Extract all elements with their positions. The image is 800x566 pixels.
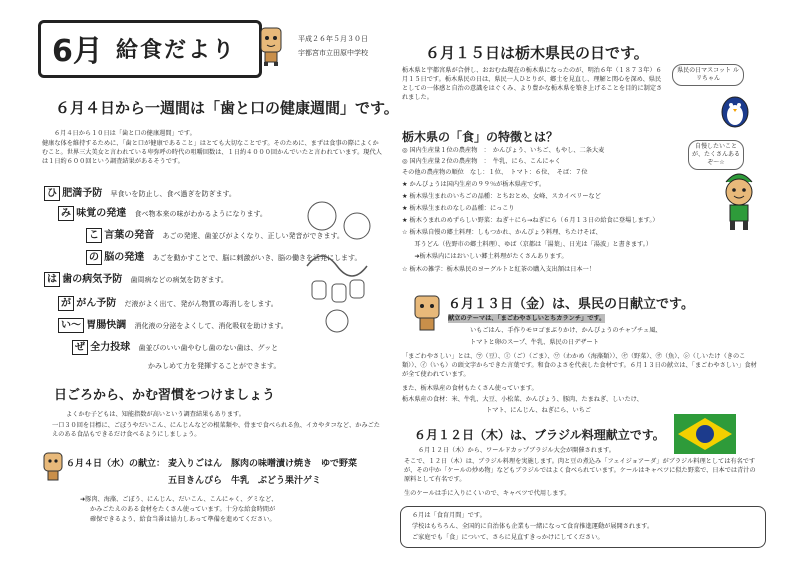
feature-line: ☆ 栃木の雑学：栃木県民のヨーグルトと紅茶の購入支出額は日本一！ — [402, 266, 595, 273]
habit-text-2: 一口３０回を目標に、ごぼうやだいこん、にんじんなどの根菜類や、骨まで食べられる魚、イカやタコなど、かみごたえのある食品もできるだけ食べるようにしましょう。 — [52, 422, 380, 438]
himiko-item: が がん予防 だ液がよく出て、発がん物質の毒消しをします。 — [58, 296, 278, 312]
issue-date: 平成２６年５月３０日 — [298, 35, 368, 43]
mago-text-3: 栃木県産の食材：米、牛乳、大豆、小松菜、かんぴょう、豚肉、たまねぎ、しいたけ、 — [402, 396, 643, 403]
kenmin-theme: 献立のテーマは、「まごわやさしいとちカランチ」です。 — [448, 315, 606, 322]
school-name: 宇都宮市立田原中学校 — [298, 49, 368, 57]
shokuiku-text-1: ６月は「食育月間」です。 — [412, 512, 486, 519]
mascot-bubble-ruri: 県民の日マスコット ルリちゃん — [672, 64, 744, 86]
menu-note-2: かみごたえのある食材をたくさん使っています。十分な給食時間が — [90, 506, 276, 513]
feature-line: その他の農産物の順位 なし：１位、 トマト：６位、 そば：７位 — [402, 169, 588, 176]
kenmin-menu-line-1: いもごはん、手作りモロゴまぶりかけ、かんぴょうのチャプチェ風、 — [470, 327, 662, 334]
week-title: ６月４日から一週間は「歯と口の健康週間」です。 — [55, 99, 399, 117]
mago-text: 「まごわやさしい」とは、㋮（豆）、㋯（ご）（ごま）、㋻（わかめ（海藻類））、㋳（野菜）、㋚（魚）、㋛（しいたけ（きのこ類））、㋑（いも）の頭文字からできた言葉です。和食のよさを代表した食材です。６月１３日の献立は、「まごわやさしい」食材が全て使われています。 — [402, 353, 757, 378]
himiko-item: は 歯の病気予防 歯周病などの病気を防ぎます。 — [44, 272, 228, 288]
brazil-text-3: 生のケールは手に入りにくいので、キャベツで代用します。 — [404, 490, 571, 497]
mago-text-4: トマト、にんじん、ねぎにら、いちご — [486, 407, 592, 414]
title-main: 給食だより — [116, 38, 237, 63]
feature-line: ➜栃木県内にはおいしい郷土料理がたくさんあります。 — [402, 253, 568, 260]
himiko-last-line: かみしめて力を発揮することができます。 — [148, 362, 281, 370]
brazil-text-2: そこで、１２日（木）は、ブラジル料理を実施します。肉と豆の煮込み「フェイジョアーダ」がブラジル料理としては有名ですが、その中か「ケールの炒め物」などもブラジルではよく食べられています。ケールはキャベツに似た野菜で、日本では青汁の原料として有名です。 — [404, 458, 756, 483]
menu-line-1: 麦入りごはん 豚肉の味噌漬け焼き ゆで野菜 — [168, 459, 358, 469]
menu-note-1: ➜豚肉、海藻、ごぼう、にんじん、だいこん、こんにゃく、グミなど、 — [80, 496, 278, 503]
brazil-title: ６月１２日（木）は、ブラジル料理献立です。 — [414, 428, 665, 442]
feature-title: 栃木県の「食」の特徴とは？ — [402, 130, 559, 144]
feature-line: ★ 栃木うまれのめずらしい野菜：ねぎ＋にら→ねぎにら（６月１３日の給食に登場します。） — [402, 217, 659, 224]
kenmin-menu-line-2: トマトと卵のスープ、牛乳、県民の日デザート — [470, 339, 599, 346]
kenmin-title: ６月１５日は栃木県民の日です。 — [425, 44, 649, 62]
mascot-character-icon — [258, 26, 284, 66]
mascot-small-icon — [42, 452, 64, 482]
mago-text-2: また、栃木県産の食材もたくさん使っています。 — [402, 385, 538, 392]
menu-note-3: 確保できるよう、給食当番は協力しあって準備を進めてください。 — [90, 516, 276, 523]
mascot-bubble-proud: 自慢したいことが、たくさんあるぞ〜☆ — [688, 140, 744, 170]
menu-date: ６月４日（水）の献立： — [66, 459, 166, 469]
shokuiku-text-3: ご家庭でも「食」について、さらに見直すきっかけにしてください。 — [412, 534, 604, 541]
kenmin-menu-title: ６月１３日（金）は、県民の日献立です。 — [448, 297, 694, 312]
himiko-item: こ 言葉の発音 あごの発達、歯並びがよくなり、正しい発音ができます。 — [86, 228, 344, 244]
himiko-item: み 味覚の発達 食べ物本来の味がわかるようになります。 — [58, 206, 267, 222]
himiko-item: ひ 肥満予防 早食いを防止し、食べ過ぎを防ぎます。 — [44, 186, 236, 202]
habit-title: 日ごろから、かむ習慣をつけましょう — [54, 388, 276, 403]
menu-line-2: 五目きんぴら 牛乳 ぶどう果汁ゲミ — [168, 476, 322, 486]
feature-line: ★ 栃木県生まれのなしの品種：にっこり — [402, 205, 515, 212]
feature-line: ◎ 国内生産量１位の農産物 ： かんぴょう、いちご、もやし、二条大麦 — [402, 147, 605, 154]
feature-line: ☆ 栃木県自慢の郷土料理：しもつかれ、かんぴょう料理、ちたけそば、 — [402, 229, 602, 236]
tochigi-mascot-icon — [718, 168, 760, 232]
brazil-flag-icon — [674, 414, 736, 454]
feature-line: ★ 栃木県生まれのいちごの品種：とちおとめ、女峰、スカイベリーなど — [402, 193, 601, 200]
week-intro-2: 健康な体を維持するために、「歯と口が健康であること」はとても大切なことです。そのために、まずは食事の際によくかむこと。世界三大美女と言われている卑弥呼の時代の咀嚼回数は、１日約４０００回かんでいたと言われています。現代人は１日約６００回という調査結果があるそうです。 — [42, 140, 382, 165]
feature-line: ★ かんぴょうは国内生産の９９％が栃木県産です。 — [402, 181, 546, 188]
brazil-text-1: ６月１２日（木）から、ワールドカップブラジル大会が開催されます。 — [418, 447, 615, 454]
shokuiku-text-2: 学校はもちろん、全国的に自治体も企業も一緒になって食育推進運動が展開されます。 — [412, 523, 654, 530]
himiko-item: い〜 胃腸快調 消化液の分泌をよくして、消化吸収を助けます。 — [58, 318, 288, 334]
kenmin-text: 栃木県と宇都宮県が合併し、おおむね現在の栃木県になったのが、明治６年（１８７３年）６月１５日です。栃木県民の日は、県民一人ひとりが、郷土を見直し、理解と関心を深め、県民としての一体感と自治の意識をはぐくみ、より豊かな栃木県を築き上げることを目的に制定されました。 — [402, 67, 663, 101]
himiko-item: の 脳の発達 あごを動かすことで、脳に刺激がいき、脳の働きを活発にします。 — [86, 250, 362, 266]
habit-text-1: よくかむ子どもは、知能指数が高いという調査結果もあります。 — [66, 411, 245, 418]
week-intro-1: ６月４日から１０日は「歯と口の健康週間」です。 — [54, 130, 196, 137]
feature-line: ◎ 国内生産量２位の農産物 ： 牛乳、にら、こんにゃく — [402, 158, 561, 165]
teeth-illustration-icon — [292, 196, 382, 336]
penguin-mascot-icon — [716, 90, 754, 128]
title-month: 6月 — [52, 34, 103, 69]
himiko-item: ぜ 全力投球 歯並びのいい歯やむし歯のない歯は、グッと — [72, 340, 278, 356]
mascot-small-icon — [412, 294, 442, 334]
feature-line: 耳うどん（佐野市の郷土料理）、ゆば（京都は「湯葉」、日光は「湯波」と書きます。） — [402, 241, 653, 248]
